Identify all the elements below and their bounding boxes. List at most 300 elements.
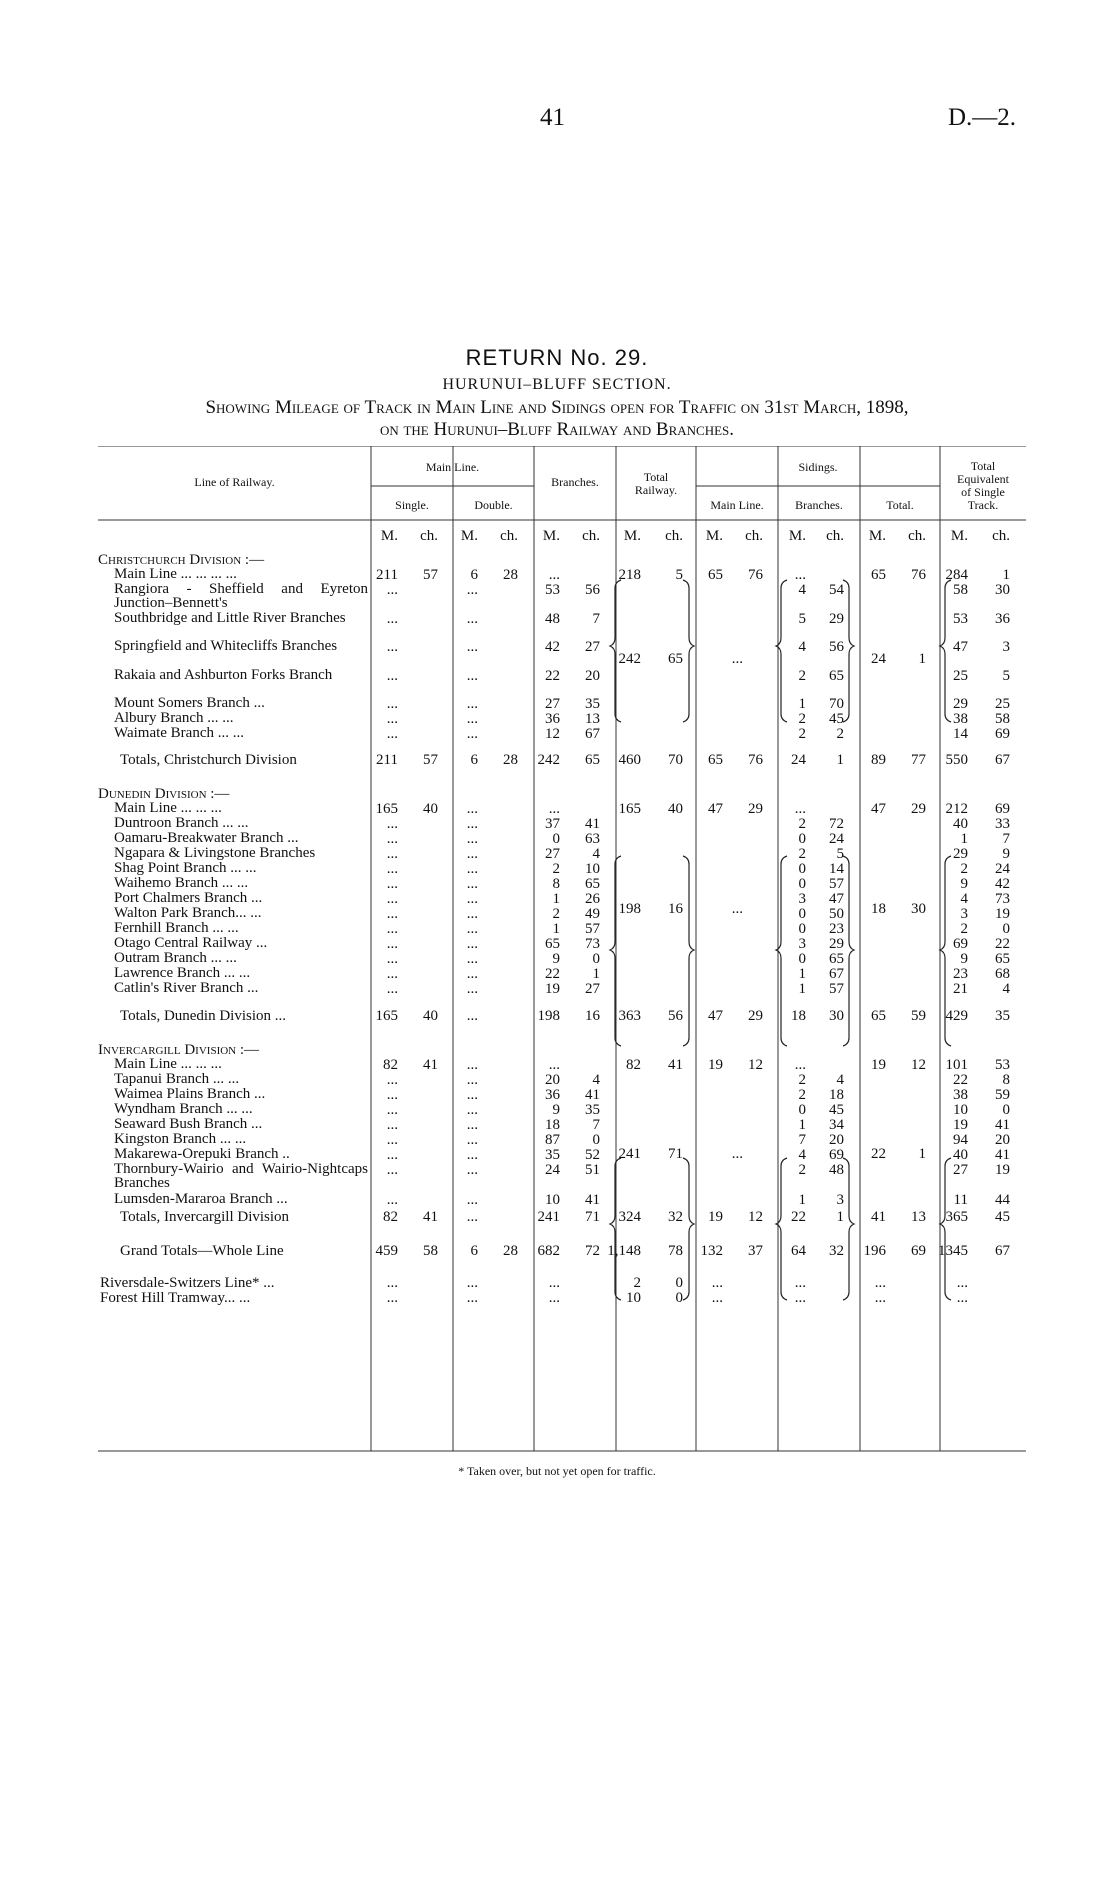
branches-chains: 27 bbox=[585, 639, 600, 655]
equivalent-miles: 2 bbox=[960, 921, 968, 937]
branches-miles: 9 bbox=[552, 951, 560, 967]
double-miles: ... bbox=[466, 1209, 478, 1225]
equivalent-miles: 284 bbox=[945, 567, 968, 583]
sidings-branches-miles: 1 bbox=[798, 1117, 806, 1133]
double-miles: ... bbox=[466, 1087, 478, 1103]
sidings-branches-chains: 56 bbox=[829, 639, 844, 655]
equivalent-miles: 11 bbox=[953, 1192, 968, 1208]
sidings-total-chains: 12 bbox=[911, 1057, 926, 1073]
double-miles: ... bbox=[466, 1192, 478, 1208]
double-miles: ... bbox=[466, 1102, 478, 1118]
sidings-main-miles: 65 bbox=[708, 752, 723, 768]
single-chains: 58 bbox=[423, 1243, 438, 1259]
sidings-branches-miles: 0 bbox=[798, 906, 806, 922]
double-miles: ... bbox=[466, 951, 478, 967]
branches-chains: 41 bbox=[585, 1087, 600, 1103]
branches-miles: 22 bbox=[545, 966, 560, 982]
return-title: RETURN No. 29. bbox=[465, 345, 649, 370]
sidings-branches-chains: 23 bbox=[829, 921, 844, 937]
equivalent-chains: 1 bbox=[1002, 567, 1010, 583]
single-miles: ... bbox=[386, 846, 398, 862]
branches-chains: 41 bbox=[585, 816, 600, 832]
single-miles: ... bbox=[386, 1162, 398, 1178]
sidings-total-chains: 69 bbox=[911, 1243, 926, 1259]
header-sidings-branches: Branches. bbox=[795, 498, 843, 512]
header-double: Double. bbox=[474, 498, 513, 512]
branches-chains: 71 bbox=[585, 1209, 600, 1225]
branches-chains: 52 bbox=[585, 1147, 600, 1163]
double-miles: ... bbox=[466, 906, 478, 922]
equivalent-miles: 29 bbox=[953, 696, 968, 712]
line-name: Waihemo Branch ... ... bbox=[114, 875, 249, 891]
sidings-branches-chains: 14 bbox=[829, 861, 844, 877]
total-railway-miles: 324 bbox=[618, 1209, 641, 1225]
sidings-branches-miles: 22 bbox=[791, 1209, 806, 1225]
branches-chains: 56 bbox=[585, 582, 600, 598]
unit-chains-label: ch. bbox=[665, 528, 683, 544]
double-miles: ... bbox=[466, 981, 478, 997]
branches-chains: 65 bbox=[585, 876, 600, 892]
sidings-branches-chains: 2 bbox=[836, 726, 844, 742]
equivalent-miles: 22 bbox=[953, 1072, 968, 1088]
single-miles: 165 bbox=[375, 801, 398, 817]
branches-chains: 49 bbox=[585, 906, 600, 922]
unit-miles-label: M. bbox=[460, 528, 478, 544]
double-miles: ... bbox=[466, 801, 478, 817]
branches-miles: 27 bbox=[545, 846, 560, 862]
header-equivalent-1: Total bbox=[970, 459, 996, 473]
unit-miles-label: M. bbox=[868, 528, 886, 544]
equivalent-miles: 38 bbox=[953, 711, 968, 727]
sidings-branches-miles: 64 bbox=[791, 1243, 806, 1259]
sidings-branches-miles: 0 bbox=[798, 831, 806, 847]
equivalent-chains: 67 bbox=[995, 1243, 1010, 1259]
equivalent-miles: 429 bbox=[945, 1008, 968, 1024]
header-equivalent-4: Track. bbox=[967, 498, 999, 512]
equivalent-chains: 69 bbox=[995, 726, 1010, 742]
sidings-branches-chains: 5 bbox=[836, 846, 844, 862]
sidings-branches-miles: 0 bbox=[798, 921, 806, 937]
branches-chains: 27 bbox=[585, 981, 600, 997]
bracket-sidings-total-miles: 22 bbox=[871, 1146, 886, 1162]
double-miles: ... bbox=[466, 861, 478, 877]
single-miles: 211 bbox=[376, 752, 398, 768]
sidings-branches-miles: ... bbox=[794, 1275, 806, 1291]
equivalent-miles: 365 bbox=[945, 1209, 968, 1225]
sidings-branches-chains: 20 bbox=[829, 1132, 844, 1148]
double-miles: ... bbox=[466, 1057, 478, 1073]
single-miles: ... bbox=[386, 966, 398, 982]
bracket-total-railway-chains: 65 bbox=[668, 651, 683, 667]
sidings-branches-chains: 24 bbox=[829, 831, 844, 847]
equivalent-chains: 9 bbox=[1002, 846, 1010, 862]
equivalent-miles: 19 bbox=[953, 1117, 968, 1133]
branches-chains: 10 bbox=[585, 861, 600, 877]
sidings-main-miles: ... bbox=[711, 1290, 723, 1306]
sidings-branches-miles: 1 bbox=[798, 966, 806, 982]
branches-chains: 67 bbox=[585, 726, 600, 742]
equivalent-miles: 40 bbox=[953, 816, 968, 832]
double-miles: ... bbox=[466, 1290, 478, 1306]
single-miles: 211 bbox=[376, 567, 398, 583]
sidings-branches-miles: 2 bbox=[798, 816, 806, 832]
sidings-branches-miles: 2 bbox=[798, 846, 806, 862]
total-railway-miles: 218 bbox=[618, 567, 641, 583]
line-name: Waimate Branch ... ... bbox=[114, 725, 244, 741]
bracket-sidings-total-miles: 24 bbox=[871, 651, 886, 667]
equivalent-chains: 53 bbox=[995, 1057, 1010, 1073]
section-title: HURUNUI–BLUFF SECTION. bbox=[442, 376, 672, 393]
branches-miles: 20 bbox=[545, 1072, 560, 1088]
equivalent-chains: 4 bbox=[1002, 981, 1010, 997]
sidings-main-chains: 76 bbox=[748, 567, 763, 583]
single-miles: ... bbox=[386, 726, 398, 742]
single-chains: 57 bbox=[423, 567, 438, 583]
unit-miles-label: M. bbox=[542, 528, 560, 544]
line-name: Southbridge and Little River Branches bbox=[114, 610, 346, 626]
equivalent-miles: 10 bbox=[953, 1102, 968, 1118]
line-name: Ngapara & Livingstone Branches bbox=[114, 845, 316, 861]
branches-chains: 13 bbox=[585, 711, 600, 727]
branches-miles: 8 bbox=[552, 876, 560, 892]
header-line-of-railway: Line of Railway. bbox=[194, 475, 275, 489]
bracket-sidings-total-chains: 30 bbox=[911, 901, 926, 917]
branches-chains: 1 bbox=[592, 966, 600, 982]
equivalent-miles: 101 bbox=[945, 1057, 968, 1073]
branches-chains: 35 bbox=[585, 696, 600, 712]
single-miles: ... bbox=[386, 1132, 398, 1148]
sidings-branches-miles: 2 bbox=[798, 711, 806, 727]
equivalent-chains: 24 bbox=[995, 861, 1010, 877]
equivalent-miles: 550 bbox=[945, 752, 968, 768]
line-name: Otago Central Railway ... bbox=[114, 935, 268, 951]
equivalent-miles: 23 bbox=[953, 966, 968, 982]
double-miles: 6 bbox=[470, 567, 478, 583]
equivalent-chains: 19 bbox=[995, 906, 1010, 922]
branches-chains: 0 bbox=[592, 951, 600, 967]
sidings-branches-chains: 54 bbox=[829, 582, 844, 598]
division-heading: Christchurch Division :— bbox=[98, 552, 265, 568]
branches-chains: 16 bbox=[585, 1008, 600, 1024]
unit-chains-label: ch. bbox=[745, 528, 763, 544]
division-totals-label: Totals, Invercargill Division bbox=[120, 1209, 290, 1225]
sidings-branches-miles: 0 bbox=[798, 951, 806, 967]
sidings-main-miles: 19 bbox=[708, 1057, 723, 1073]
branches-miles: 53 bbox=[545, 582, 560, 598]
sidings-total-miles: ... bbox=[874, 1290, 886, 1306]
sidings-total-miles: 65 bbox=[871, 1008, 886, 1024]
equivalent-miles: ... bbox=[956, 1275, 968, 1291]
unit-chains-label: ch. bbox=[908, 528, 926, 544]
sidings-total-chains: 76 bbox=[911, 567, 926, 583]
branches-chains: 72 bbox=[585, 1243, 600, 1259]
branches-chains: 4 bbox=[592, 1072, 600, 1088]
branches-miles: 2 bbox=[552, 906, 560, 922]
total-railway-miles: 165 bbox=[618, 801, 641, 817]
sidings-total-miles: 89 bbox=[871, 752, 886, 768]
branches-miles: 0 bbox=[552, 831, 560, 847]
line-name: Seaward Bush Branch ... bbox=[114, 1116, 263, 1132]
equivalent-chains: 41 bbox=[995, 1147, 1010, 1163]
sidings-branches-miles: 1 bbox=[798, 1192, 806, 1208]
line-name: Outram Branch ... ... bbox=[114, 950, 237, 966]
line-name: Main Line ... ... ... bbox=[114, 800, 222, 816]
division-heading: Dunedin Division :— bbox=[98, 786, 230, 802]
equivalent-miles: 3 bbox=[960, 906, 968, 922]
sidings-branches-miles: 4 bbox=[798, 639, 806, 655]
sidings-branches-chains: 45 bbox=[829, 711, 844, 727]
double-miles: ... bbox=[466, 1132, 478, 1148]
line-name: Rangiora - Sheffield and Eyreton Junction–Bennett's bbox=[114, 581, 368, 611]
branches-miles: 48 bbox=[545, 611, 560, 627]
extra-line-name: Forest Hill Tramway... ... bbox=[100, 1290, 251, 1306]
branches-chains: 57 bbox=[585, 921, 600, 937]
total-railway-miles: 2 bbox=[633, 1275, 641, 1291]
line-name: Rakaia and Ashburton Forks Branch bbox=[114, 667, 333, 683]
bracket-sidings-total-miles: 18 bbox=[871, 901, 886, 917]
double-miles: ... bbox=[466, 891, 478, 907]
single-miles: ... bbox=[386, 668, 398, 684]
double-miles: ... bbox=[466, 936, 478, 952]
document-reference: D.—2. bbox=[948, 104, 1017, 131]
sidings-main-miles: 19 bbox=[708, 1209, 723, 1225]
single-miles: ... bbox=[386, 1275, 398, 1291]
double-miles: ... bbox=[466, 1008, 478, 1024]
line-name: Main Line ... ... ... ... bbox=[114, 566, 237, 582]
single-miles: ... bbox=[386, 861, 398, 877]
equivalent-chains: 69 bbox=[995, 801, 1010, 817]
header-branches: Branches. bbox=[551, 475, 599, 489]
branches-miles: ... bbox=[548, 1290, 560, 1306]
branches-chains: 7 bbox=[592, 611, 600, 627]
single-miles: ... bbox=[386, 1117, 398, 1133]
equivalent-chains: 3 bbox=[1002, 639, 1010, 655]
single-miles: ... bbox=[386, 1102, 398, 1118]
unit-chains-label: ch. bbox=[582, 528, 600, 544]
sidings-branches-miles: ... bbox=[794, 1290, 806, 1306]
branches-miles: 36 bbox=[545, 1087, 560, 1103]
line-name: Oamaru-Breakwater Branch ... bbox=[114, 830, 299, 846]
sidings-main-chains: 12 bbox=[748, 1209, 763, 1225]
branches-miles: 19 bbox=[545, 981, 560, 997]
branches-chains: 51 bbox=[585, 1162, 600, 1178]
branches-miles: 36 bbox=[545, 711, 560, 727]
sidings-branches-chains: 57 bbox=[829, 876, 844, 892]
equivalent-chains: 5 bbox=[1002, 668, 1010, 684]
equivalent-miles: 69 bbox=[953, 936, 968, 952]
total-railway-chains: 40 bbox=[668, 801, 683, 817]
single-miles: ... bbox=[386, 611, 398, 627]
sidings-main-chains: 29 bbox=[748, 801, 763, 817]
sidings-branches-miles: 4 bbox=[798, 1147, 806, 1163]
unit-miles-label: M. bbox=[705, 528, 723, 544]
sidings-total-chains: 29 bbox=[911, 801, 926, 817]
single-miles: ... bbox=[386, 1192, 398, 1208]
equivalent-miles: 4 bbox=[960, 891, 968, 907]
equivalent-chains: 7 bbox=[1002, 831, 1010, 847]
unit-miles-label: M. bbox=[380, 528, 398, 544]
equivalent-miles: 2 bbox=[960, 861, 968, 877]
branches-miles: 12 bbox=[545, 726, 560, 742]
line-name: Tapanui Branch ... ... bbox=[114, 1071, 240, 1087]
division-totals-label: Totals, Dunedin Division ... bbox=[120, 1008, 287, 1024]
sidings-branches-chains: 18 bbox=[829, 1087, 844, 1103]
equivalent-chains: 20 bbox=[995, 1132, 1010, 1148]
sidings-main-miles: ... bbox=[711, 1275, 723, 1291]
single-miles: ... bbox=[386, 711, 398, 727]
branches-chains: 20 bbox=[585, 668, 600, 684]
line-name: Waimea Plains Branch ... bbox=[114, 1086, 266, 1102]
single-miles: ... bbox=[386, 981, 398, 997]
division-totals-label: Totals, Christchurch Division bbox=[120, 752, 297, 768]
equivalent-chains: 30 bbox=[995, 582, 1010, 598]
branches-miles: 241 bbox=[537, 1209, 560, 1225]
branches-miles: 37 bbox=[545, 816, 560, 832]
sidings-total-chains: 77 bbox=[911, 752, 926, 768]
sidings-branches-chains: 47 bbox=[829, 891, 844, 907]
branches-chains: 35 bbox=[585, 1102, 600, 1118]
sidings-main-chains: 37 bbox=[748, 1243, 763, 1259]
branches-chains: 26 bbox=[585, 891, 600, 907]
header-total-railway-2: Railway. bbox=[634, 483, 678, 497]
line-name: Mount Somers Branch ... bbox=[114, 695, 265, 711]
branches-chains: 63 bbox=[585, 831, 600, 847]
bracket-total-railway-chains: 71 bbox=[668, 1146, 683, 1162]
branches-miles: 24 bbox=[545, 1162, 560, 1178]
single-miles: ... bbox=[386, 936, 398, 952]
equivalent-chains: 19 bbox=[995, 1162, 1010, 1178]
sidings-branches-miles: ... bbox=[794, 801, 806, 817]
line-name: Main Line ... ... ... bbox=[114, 1056, 222, 1072]
single-miles: ... bbox=[386, 906, 398, 922]
branches-miles: 682 bbox=[537, 1243, 560, 1259]
sidings-branches-chains: 1 bbox=[836, 752, 844, 768]
branches-miles: 9 bbox=[552, 1102, 560, 1118]
sidings-branches-miles: 1 bbox=[798, 696, 806, 712]
equivalent-chains: 42 bbox=[995, 876, 1010, 892]
sidings-branches-chains: 29 bbox=[829, 611, 844, 627]
double-miles: ... bbox=[466, 1162, 478, 1178]
branches-chains: 7 bbox=[592, 1117, 600, 1133]
single-miles: ... bbox=[386, 951, 398, 967]
branches-miles: 18 bbox=[545, 1117, 560, 1133]
description-line-1: Showing Mileage of Track in Main Line and Sidings open for Traffic on 31st March, 1898, bbox=[205, 397, 909, 418]
equivalent-miles: ... bbox=[956, 1290, 968, 1306]
single-chains: 57 bbox=[423, 752, 438, 768]
sidings-branches-miles: 3 bbox=[798, 936, 806, 952]
sidings-branches-miles: ... bbox=[794, 567, 806, 583]
branches-miles: 35 bbox=[545, 1147, 560, 1163]
equivalent-chains: 44 bbox=[995, 1192, 1010, 1208]
mileage-table bbox=[98, 446, 1026, 1454]
sidings-main-miles: 65 bbox=[708, 567, 723, 583]
sidings-branches-chains: 65 bbox=[829, 951, 844, 967]
equivalent-chains: 41 bbox=[995, 1117, 1010, 1133]
bracket-sidings-main: ... bbox=[731, 651, 743, 667]
branches-miles: 242 bbox=[537, 752, 560, 768]
equivalent-miles: 1345 bbox=[938, 1243, 968, 1259]
line-name: Duntroon Branch ... ... bbox=[114, 815, 249, 831]
sidings-branches-miles: 2 bbox=[798, 726, 806, 742]
line-name: Shag Point Branch ... ... bbox=[114, 860, 257, 876]
double-miles: ... bbox=[466, 831, 478, 847]
double-miles: 6 bbox=[470, 1243, 478, 1259]
sidings-total-chains: 59 bbox=[911, 1008, 926, 1024]
double-miles: ... bbox=[466, 639, 478, 655]
double-miles: ... bbox=[466, 816, 478, 832]
equivalent-miles: 58 bbox=[953, 582, 968, 598]
single-miles: ... bbox=[386, 1147, 398, 1163]
double-miles: ... bbox=[466, 966, 478, 982]
sidings-branches-chains: 32 bbox=[829, 1243, 844, 1259]
single-chains: 40 bbox=[423, 1008, 438, 1024]
header-main-line: Main Line. bbox=[425, 460, 480, 474]
sidings-branches-miles: 2 bbox=[798, 668, 806, 684]
sidings-branches-miles: 3 bbox=[798, 891, 806, 907]
bracket-total-railway-miles: 242 bbox=[618, 651, 641, 667]
double-miles: ... bbox=[466, 1275, 478, 1291]
equivalent-miles: 40 bbox=[953, 1147, 968, 1163]
single-miles: ... bbox=[386, 1072, 398, 1088]
total-railway-chains: 70 bbox=[668, 752, 683, 768]
sidings-branches-miles: 5 bbox=[798, 611, 806, 627]
branches-chains: 65 bbox=[585, 752, 600, 768]
total-railway-chains: 0 bbox=[675, 1290, 683, 1306]
footnote: * Taken over, but not yet open for traffic. bbox=[458, 1464, 656, 1478]
sidings-main-miles: 47 bbox=[708, 1008, 723, 1024]
double-miles: ... bbox=[466, 711, 478, 727]
sidings-branches-miles: 2 bbox=[798, 1087, 806, 1103]
single-miles: 82 bbox=[383, 1057, 398, 1073]
line-name: Albury Branch ... ... bbox=[114, 710, 234, 726]
double-miles: ... bbox=[466, 726, 478, 742]
sidings-branches-miles: 2 bbox=[798, 1072, 806, 1088]
branches-miles: 42 bbox=[545, 639, 560, 655]
double-miles: ... bbox=[466, 611, 478, 627]
equivalent-chains: 22 bbox=[995, 936, 1010, 952]
equivalent-miles: 212 bbox=[945, 801, 968, 817]
sidings-branches-miles: 0 bbox=[798, 861, 806, 877]
sidings-branches-chains: 65 bbox=[829, 668, 844, 684]
sidings-branches-miles: 18 bbox=[791, 1008, 806, 1024]
bracket-sidings-total-chains: 1 bbox=[918, 1146, 926, 1162]
grand-totals-label: Grand Totals—Whole Line bbox=[120, 1243, 284, 1259]
sidings-branches-chains: 30 bbox=[829, 1008, 844, 1024]
single-chains: 40 bbox=[423, 801, 438, 817]
extra-line-name: Riversdale-Switzers Line* ... bbox=[100, 1275, 275, 1291]
equivalent-miles: 9 bbox=[960, 876, 968, 892]
unit-chains-label: ch. bbox=[500, 528, 518, 544]
branches-miles: 65 bbox=[545, 936, 560, 952]
branches-miles: 198 bbox=[537, 1008, 560, 1024]
double-miles: ... bbox=[466, 876, 478, 892]
equivalent-miles: 1 bbox=[960, 831, 968, 847]
double-miles: ... bbox=[466, 1072, 478, 1088]
equivalent-chains: 25 bbox=[995, 696, 1010, 712]
line-name: Makarewa-Orepuki Branch .. bbox=[114, 1146, 290, 1162]
sidings-total-miles: 47 bbox=[871, 801, 886, 817]
header-sidings-main-line: Main Line. bbox=[710, 498, 764, 512]
equivalent-chains: 33 bbox=[995, 816, 1010, 832]
equivalent-chains: 0 bbox=[1002, 1102, 1010, 1118]
double-miles: ... bbox=[466, 668, 478, 684]
branches-miles: ... bbox=[548, 801, 560, 817]
branches-chains: 73 bbox=[585, 936, 600, 952]
sidings-branches-chains: 29 bbox=[829, 936, 844, 952]
sidings-branches-chains: 4 bbox=[836, 1072, 844, 1088]
sidings-total-miles: 196 bbox=[863, 1243, 886, 1259]
single-miles: ... bbox=[386, 831, 398, 847]
